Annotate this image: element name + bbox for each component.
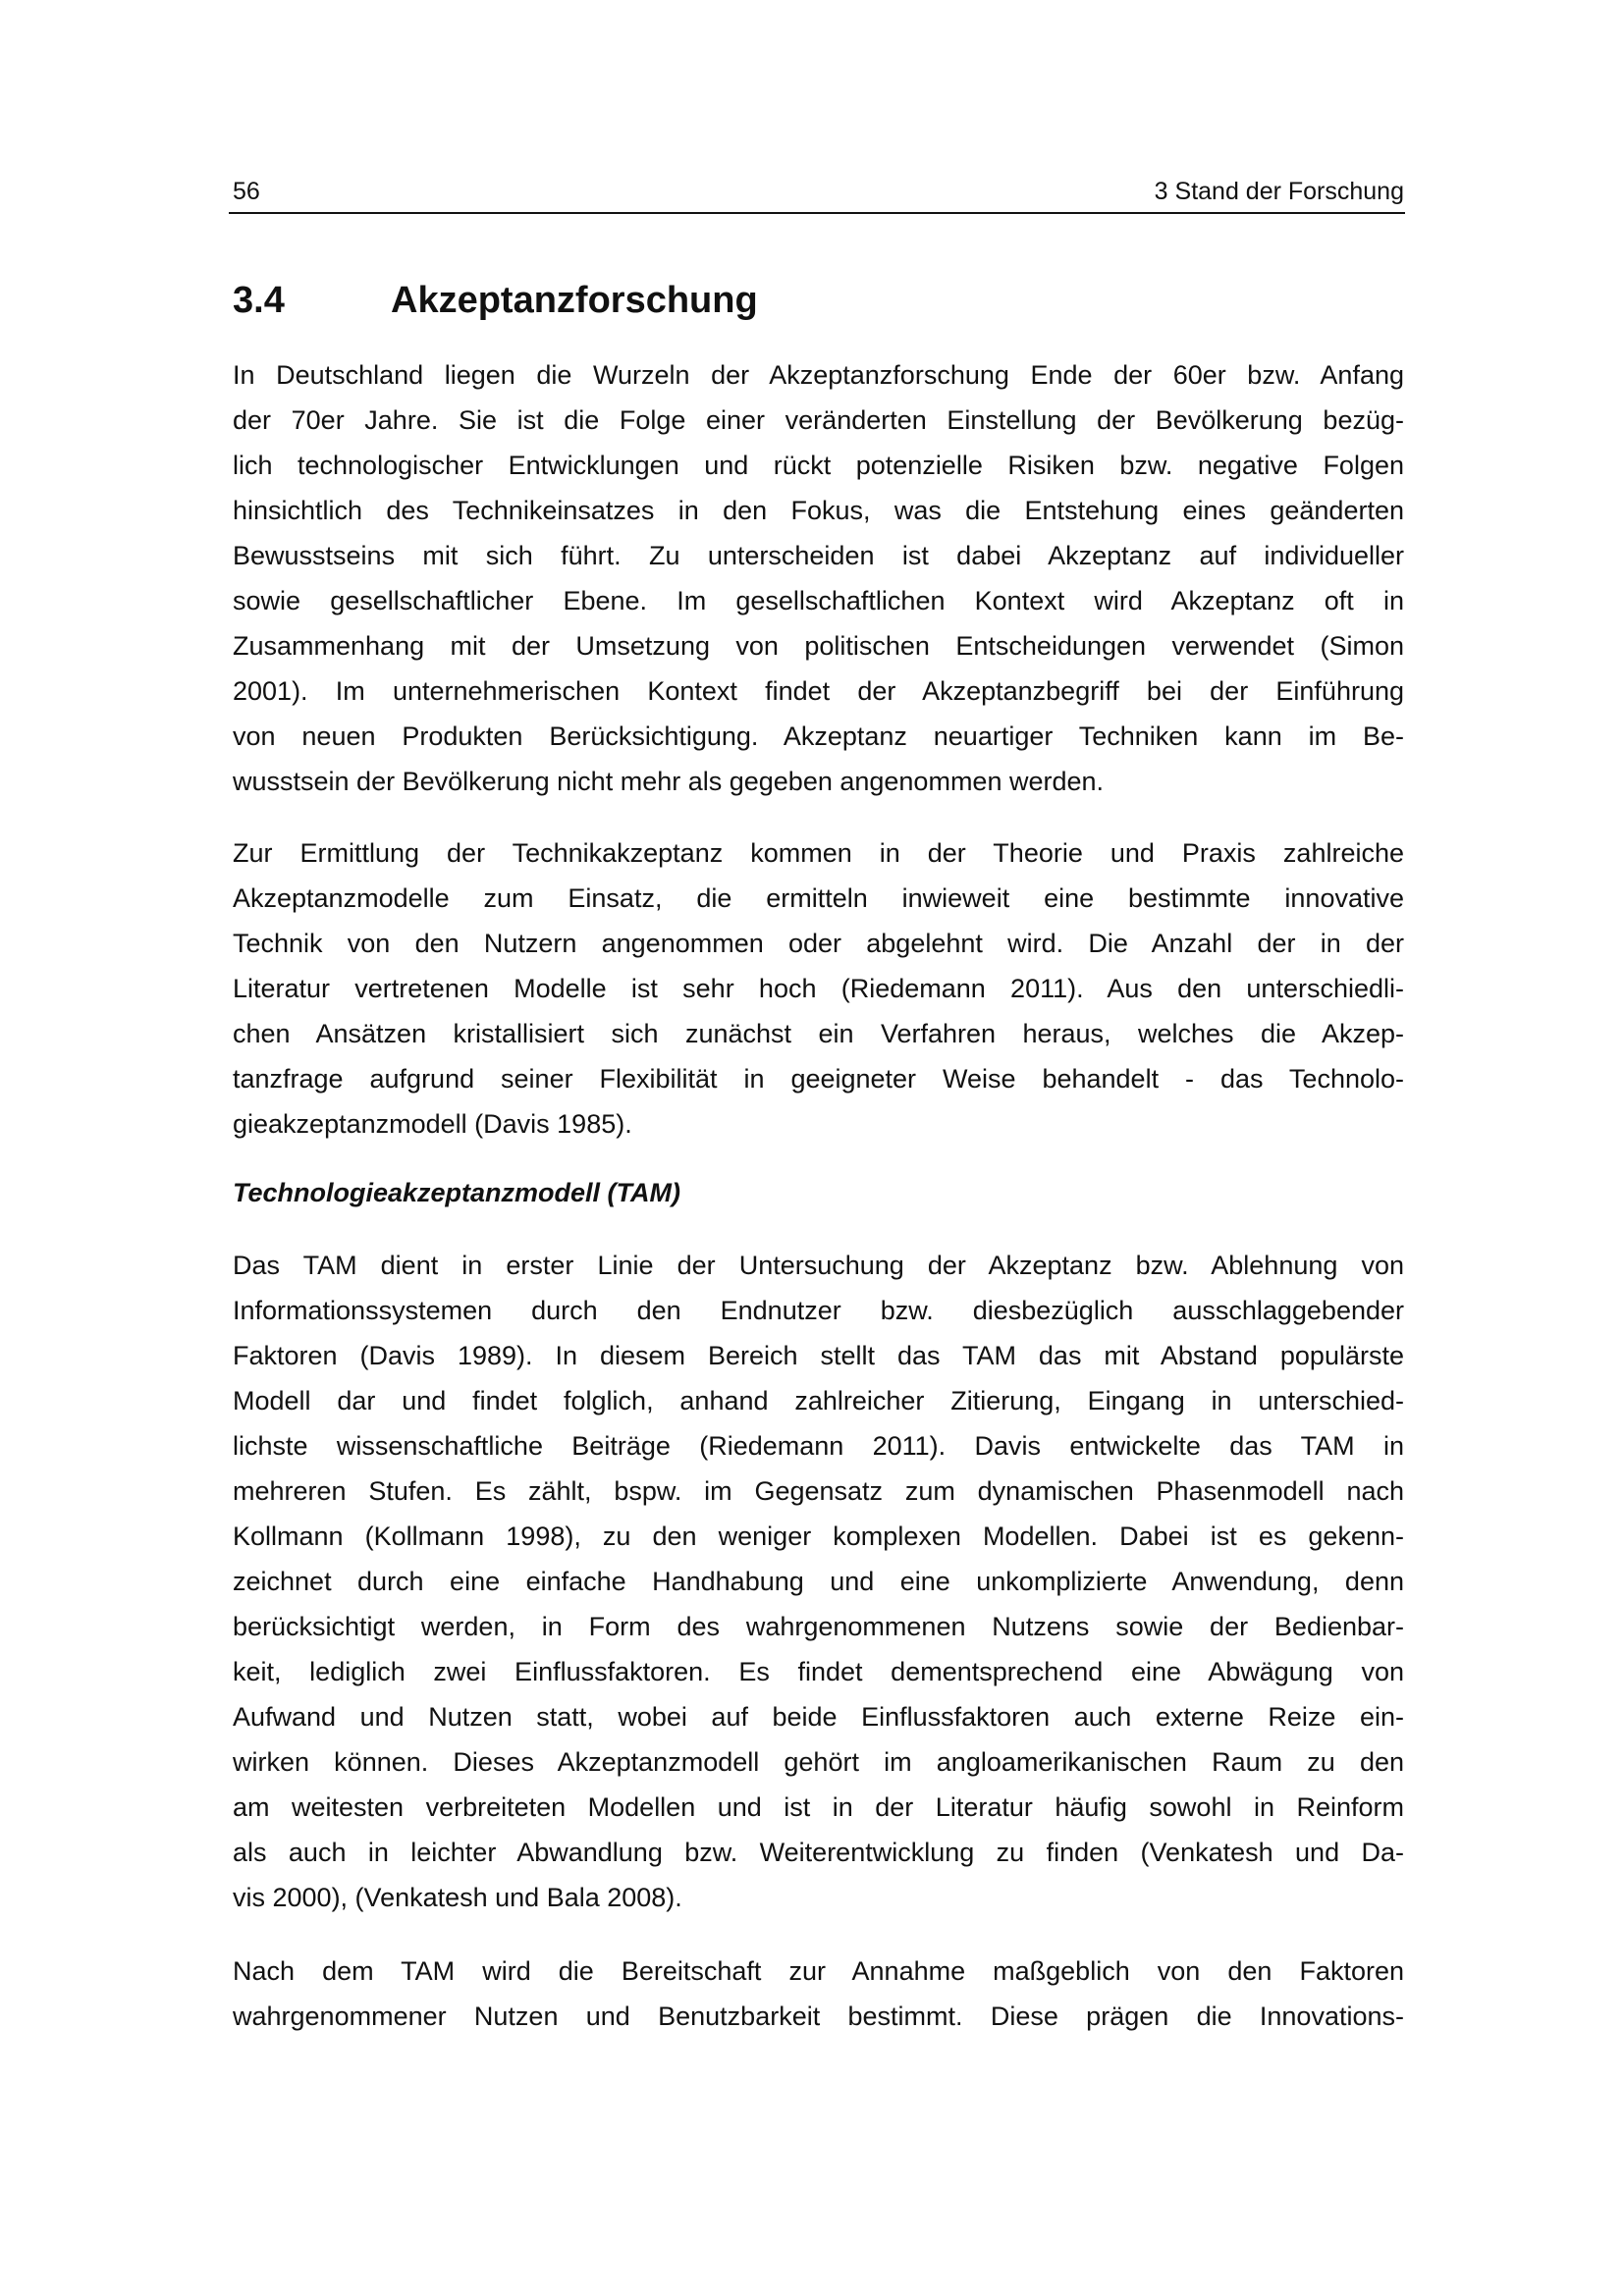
text-line: lichste wissenschaftliche Beiträge (Riedemann 2011). Davis entwickelte das TAM in xyxy=(233,1431,1404,1461)
paragraph-2 xyxy=(233,830,1404,1147)
subheading-tam: Technologieakzeptanzmodell (TAM) xyxy=(233,1178,681,1207)
text-line: lich technologischer Entwicklungen und rückt potenzielle Risiken bzw. negative Folgen xyxy=(233,451,1404,480)
text-line: hinsichtlich des Technikeinsatzes in den Fokus, was die Entstehung eines geänderten xyxy=(233,496,1404,525)
text-line: Nach dem TAM wird die Bereitschaft zur Annahme maßgeblich von den Faktoren xyxy=(233,1956,1404,1986)
text-line: sowie gesellschaftlicher Ebene. Im gesellschaftlichen Kontext wird Akzeptanz oft in xyxy=(233,586,1404,615)
text-line: wusstsein der Bevölkerung nicht mehr als gegeben angenommen werden. xyxy=(233,767,1105,796)
section-number: 3.4 xyxy=(233,280,285,321)
text-line: Bewusstseins mit sich führt. Zu unterscheiden ist dabei Akzeptanz auf individueller xyxy=(233,541,1404,570)
text-line: tanzfrage aufgrund seiner Flexibilität in geeigneter Weise behandelt - das Technolo- xyxy=(233,1064,1404,1094)
header-rule xyxy=(229,212,1405,214)
text-line: Zusammenhang mit der Umsetzung von politischen Entscheidungen verwendet (Simon xyxy=(233,631,1404,661)
text-line: Informationssystemen durch den Endnutzer bzw. diesbezüglich ausschlaggebender xyxy=(233,1296,1404,1325)
page-number: 56 xyxy=(233,178,260,205)
text-line: als auch in leichter Abwandlung bzw. Weiterentwicklung zu finden (Venkatesh und Da- xyxy=(233,1838,1404,1867)
text-line: Zur Ermittlung der Technikakzeptanz kommen in der Theorie und Praxis zahlreiche xyxy=(233,838,1404,868)
text-line: In Deutschland liegen die Wurzeln der Akzeptanzforschung Ende der 60er bzw. Anfang xyxy=(233,360,1404,390)
text-line: berücksichtigt werden, in Form des wahrgenommenen Nutzens sowie der Bedienbar- xyxy=(233,1612,1404,1641)
text-line: zeichnet durch eine einfache Handhabung und eine unkomplizierte Anwendung, denn xyxy=(233,1567,1404,1596)
text-line: 2001). Im unternehmerischen Kontext findet der Akzeptanzbegriff bei der Einführung xyxy=(233,676,1404,706)
text-line: Modell dar und findet folglich, anhand zahlreicher Zitierung, Eingang in unterschied- xyxy=(233,1386,1404,1415)
text-line: Faktoren (Davis 1989). In diesem Bereich stellt das TAM das mit Abstand populärste xyxy=(233,1341,1404,1370)
text-line: am weitesten verbreiteten Modellen und ist in der Literatur häufig sowohl in Reinform xyxy=(233,1792,1404,1822)
text-line: Aufwand und Nutzen statt, wobei auf beide Einflussfaktoren auch externe Reize ein- xyxy=(233,1702,1404,1732)
paragraph-4 xyxy=(233,1949,1404,2039)
text-line: von neuen Produkten Berücksichtigung. Akzeptanz neuartiger Techniken kann im Be- xyxy=(233,721,1404,751)
text-line: Das TAM dient in erster Linie der Untersuchung der Akzeptanz bzw. Ablehnung von xyxy=(233,1251,1404,1280)
text-line: wirken können. Dieses Akzeptanzmodell gehört im angloamerikanischen Raum zu den xyxy=(233,1747,1404,1777)
text-line: gieakzeptanzmodell (Davis 1985). xyxy=(233,1109,632,1139)
text-line: chen Ansätzen kristallisiert sich zunächst ein Verfahren heraus, welches die Akzep- xyxy=(233,1019,1404,1048)
text-line: der 70er Jahre. Sie ist die Folge einer veränderten Einstellung der Bevölkerung bezüg- xyxy=(233,405,1404,435)
text-line: Technik von den Nutzern angenommen oder abgelehnt wird. Die Anzahl der in der xyxy=(233,929,1404,958)
text-line: Literatur vertretenen Modelle ist sehr hoch (Riedemann 2011). Aus den unterschiedli- xyxy=(233,974,1404,1003)
running-header-chapter: 3 Stand der Forschung xyxy=(1154,178,1404,205)
text-line: vis 2000), (Venkatesh und Bala 2008). xyxy=(233,1883,682,1912)
text-line: Kollmann (Kollmann 1998), zu den weniger komplexen Modellen. Dabei ist es gekenn- xyxy=(233,1522,1404,1551)
text-line: Akzeptanzmodelle zum Einsatz, die ermitteln inwieweit eine bestimmte innovative xyxy=(233,883,1404,913)
text-line: wahrgenommener Nutzen und Benutzbarkeit bestimmt. Diese prägen die Innovations- xyxy=(233,2002,1404,2031)
paragraph-3 xyxy=(233,1243,1404,1920)
section-title: Akzeptanzforschung xyxy=(391,280,758,321)
text-line: mehreren Stufen. Es zählt, bspw. im Gegensatz zum dynamischen Phasenmodell nach xyxy=(233,1476,1404,1506)
text-line: keit, lediglich zwei Einflussfaktoren. Es findet dementsprechend eine Abwägung von xyxy=(233,1657,1404,1686)
paragraph-1 xyxy=(233,352,1404,804)
